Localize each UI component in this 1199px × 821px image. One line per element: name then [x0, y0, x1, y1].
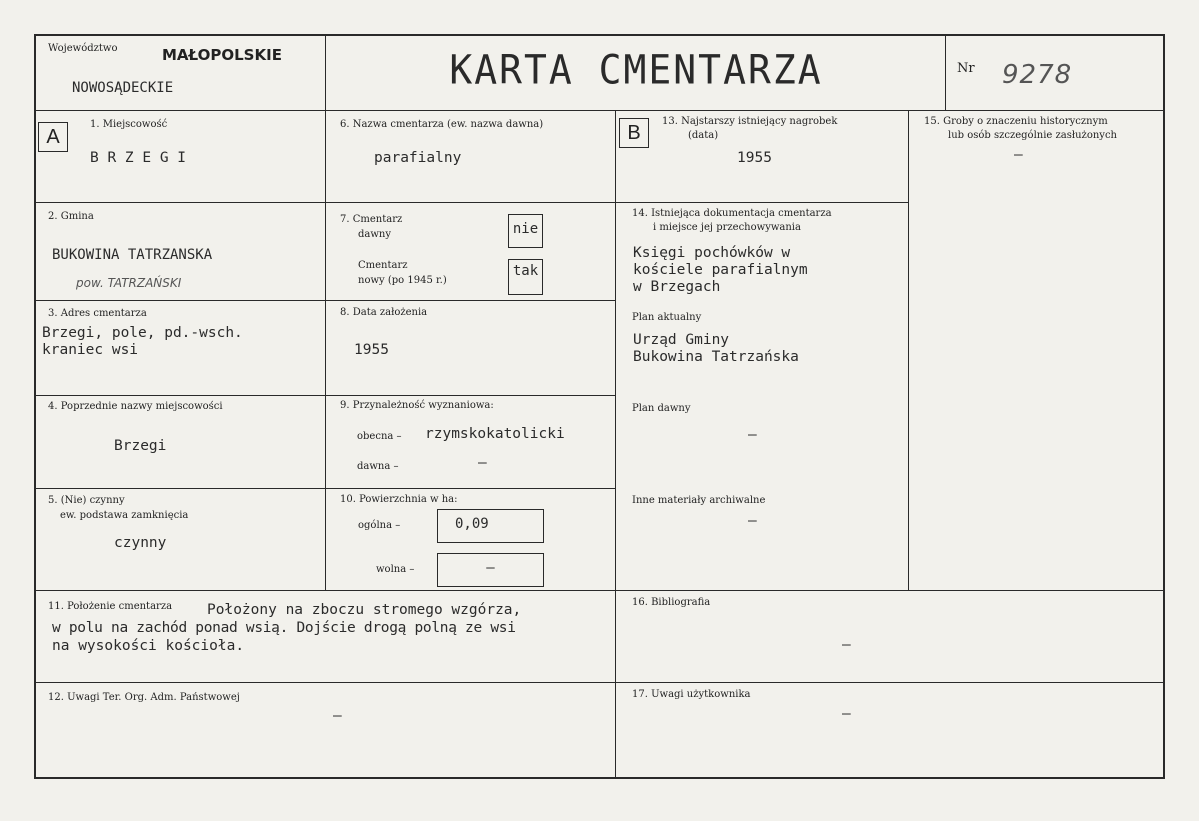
nazwa-label: 6. Nazwa cmentarza (ew. nazwa dawna)	[340, 119, 544, 130]
przynaleznosc-obecna-value: rzymskokatolicki	[425, 426, 565, 442]
uwagi-ter-value: –	[333, 708, 342, 724]
polozenie-line1: Położony na zboczu stromego wzgórza,	[207, 602, 522, 618]
rule-row5	[35, 590, 1164, 591]
nazwa-value: parafialny	[374, 150, 462, 166]
cmentarz-nowy-box: tak	[508, 259, 543, 295]
inne-materialy-value: –	[748, 513, 757, 529]
polozenie-line2: w polu na zachód ponad wsią. Dojście drogą polną ze wsi	[52, 620, 516, 636]
najstarszy-nagrobek-label-line1: 13. Najstarszy istniejący nagrobek	[662, 116, 838, 127]
adres-label: 3. Adres cmentarza	[48, 308, 147, 319]
section-b-badge: B	[619, 118, 649, 148]
powierzchnia-ogolna-label: ogólna –	[358, 520, 401, 531]
dokumentacja-label-line2: i miejsce jej przechowywania	[653, 222, 801, 233]
polozenie-line3: na wysokości kościoła.	[52, 638, 245, 654]
groby-label-line2: lub osób szczególnie zasłużonych	[948, 130, 1117, 141]
groby-value: –	[1014, 147, 1023, 163]
wojewodztwo-label: Województwo	[48, 43, 118, 54]
rule-row6	[35, 682, 1164, 683]
czynny-label-line2: ew. podstawa zamknięcia	[60, 510, 189, 521]
najstarszy-nagrobek-label-line2: (data)	[688, 130, 719, 141]
cmentarz-label: 7. Cmentarz	[340, 214, 403, 225]
dokumentacja-value-line1: Księgi pochówków w	[633, 245, 791, 261]
przynaleznosc-label: 9. Przynależność wyznaniowa:	[340, 400, 494, 411]
plan-aktualny-label: Plan aktualny	[632, 312, 702, 323]
rule-col-b	[615, 110, 616, 778]
plan-dawny-value: –	[748, 427, 757, 443]
czynny-label-line1: 5. (Nie) czynny	[48, 495, 125, 506]
adres-value-line2: kraniec wsi	[42, 342, 139, 358]
rule-header	[35, 110, 1164, 111]
plan-dawny-label: Plan dawny	[632, 403, 691, 414]
uwagi-uzytkownika-value: –	[842, 706, 851, 722]
przynaleznosc-dawna-value: –	[478, 455, 487, 471]
powierzchnia-label: 10. Powierzchnia w ha:	[340, 494, 458, 505]
nr-label: Nr	[957, 61, 975, 76]
dokumentacja-label-line1: 14. Istniejąca dokumentacja cmentarza	[632, 208, 832, 219]
cmentarz-nowy-label-line2: nowy (po 1945 r.)	[358, 275, 447, 286]
rule-col-c	[908, 110, 909, 590]
bibliografia-value: –	[842, 637, 851, 653]
poprzednie-nazwy-label: 4. Poprzednie nazwy miejscowości	[48, 401, 223, 412]
cmentarz-dawny-box: nie	[508, 214, 543, 248]
plan-aktualny-line2: Bukowina Tatrzańska	[633, 349, 799, 365]
dokumentacja-value-line2: kościele parafialnym	[633, 262, 808, 278]
dokumentacja-value-line3: w Brzegach	[633, 279, 721, 295]
page-title: KARTA CMENTARZA	[449, 46, 823, 94]
najstarszy-nagrobek-value: 1955	[737, 150, 772, 166]
inne-materialy-label: Inne materiały archiwalne	[632, 495, 766, 506]
dawne-wojewodztwo: NOWOSĄDECKIE	[72, 80, 174, 96]
powierzchnia-ogolna-box: 0,09	[437, 509, 544, 543]
adres-value-line1: Brzegi, pole, pd.-wsch.	[42, 325, 243, 341]
nr-value: 9278	[1002, 60, 1073, 90]
rule-row1	[35, 202, 908, 203]
czynny-value: czynny	[114, 535, 167, 551]
poprzednie-nazwy-value: Brzegi	[114, 438, 167, 454]
plan-aktualny-line1: Urząd Gminy	[633, 332, 730, 348]
data-zalozenia-value: 1955	[354, 342, 389, 358]
section-a-badge: A	[38, 122, 68, 152]
gmina-label: 2. Gmina	[48, 211, 94, 222]
bibliografia-label: 16. Bibliografia	[632, 597, 711, 608]
wojewodztwo-value: MAŁOPOLSKIE	[162, 46, 282, 64]
groby-label-line1: 15. Groby o znaczeniu historycznym	[924, 116, 1108, 127]
uwagi-ter-label: 12. Uwagi Ter. Org. Adm. Państwowej	[48, 692, 240, 703]
polozenie-label: 11. Położenie cmentarza	[48, 601, 173, 612]
przynaleznosc-obecna-label: obecna –	[357, 431, 402, 442]
gmina-handwritten: pow. TATRZAŃSKI	[76, 276, 182, 290]
powierzchnia-wolna-box: –	[437, 553, 544, 587]
cmentarz-nowy-label-line1: Cmentarz	[358, 260, 408, 271]
cmentarz-dawny-label: dawny	[358, 229, 392, 240]
miejscowosc-value: B R Z E G I	[90, 150, 187, 166]
data-zalozenia-label: 8. Data założenia	[340, 307, 428, 318]
powierzchnia-wolna-label: wolna –	[376, 564, 415, 575]
rule-col-a	[325, 110, 326, 590]
miejscowosc-label: 1. Miejscowość	[90, 119, 168, 130]
uwagi-uzytkownika-label: 17. Uwagi użytkownika	[632, 689, 751, 700]
przynaleznosc-dawna-label: dawna –	[357, 461, 399, 472]
gmina-value: BUKOWINA TATRZANSKA	[52, 247, 213, 263]
